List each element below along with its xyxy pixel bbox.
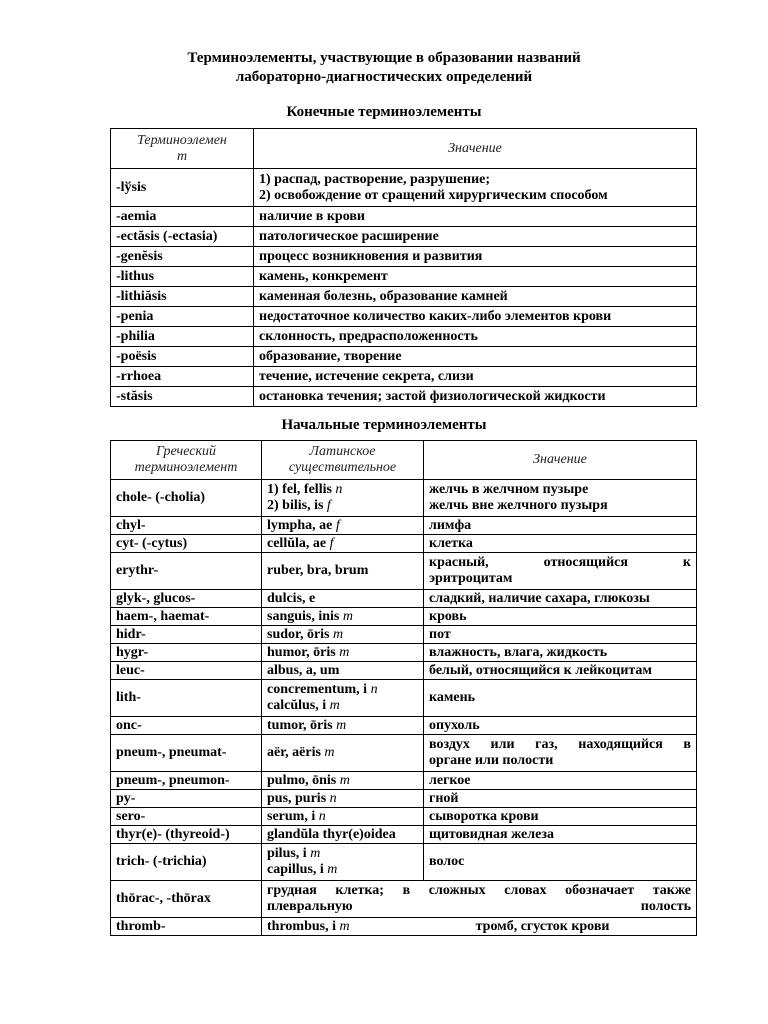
meaning-cell <box>424 826 697 844</box>
table-row <box>111 717 697 735</box>
meaning-cell <box>254 327 697 347</box>
table-row <box>111 367 697 387</box>
table-row <box>111 207 697 227</box>
latin-line <box>267 627 418 643</box>
meaning-cell <box>424 517 697 535</box>
table-row <box>111 307 697 327</box>
meaning-cell <box>424 844 697 881</box>
table-header-row <box>111 441 697 480</box>
meaning-cell <box>254 367 697 387</box>
latin-cell <box>262 844 424 881</box>
latin-cell <box>262 808 424 826</box>
meaning-cell <box>424 808 697 826</box>
meaning-line: процесс возникновения и развития <box>259 248 483 264</box>
greek-cell: cyt- (-cytus) <box>111 535 262 553</box>
table-row <box>111 626 697 644</box>
latin-cell <box>262 735 424 772</box>
latin-word: concrementum, i <box>267 682 371 697</box>
page-title <box>0 49 768 87</box>
table-row <box>111 387 697 407</box>
meaning-line: каменная болезнь, образование камней <box>259 288 508 304</box>
latin-cell <box>262 790 424 808</box>
latin-cell <box>262 662 424 680</box>
latin-word: 2) bilis, is <box>267 498 327 513</box>
table-row <box>111 247 697 267</box>
table-row <box>111 327 697 347</box>
term-cell: -lўsis <box>111 169 254 207</box>
meaning-cell <box>424 790 697 808</box>
greek-cell: chyl- <box>111 517 262 535</box>
term-cell: -ectăsis (-ectasia) <box>111 227 254 247</box>
term-cell: -lithus <box>111 267 254 287</box>
meaning-cell <box>254 227 697 247</box>
table-row <box>111 644 697 662</box>
term-cell: -aemia <box>111 207 254 227</box>
latin-line <box>267 563 418 579</box>
latin-cell <box>262 644 424 662</box>
latin-word: tumor, ōris <box>267 717 337 733</box>
greek-cell: haem-, haemat- <box>111 608 262 626</box>
latin-cell <box>262 680 424 717</box>
gender-mark: m <box>339 644 350 660</box>
initial-term-elements-table <box>110 440 697 936</box>
greek-cell: thromb- <box>111 918 262 936</box>
latin-word: humor, ōris <box>267 644 340 660</box>
gender-mark: m <box>342 608 353 624</box>
table-row <box>111 590 697 608</box>
latin-cell <box>262 480 424 517</box>
latin-cell <box>262 918 697 936</box>
latin-cell <box>262 826 424 844</box>
meaning-line: сыворотка крови <box>429 808 539 824</box>
table-row <box>111 844 697 881</box>
meaning-cell <box>424 644 697 662</box>
meaning-cell <box>424 535 697 553</box>
latin-word: pulmo, ōnis <box>267 772 340 788</box>
term-cell: -rrhoea <box>111 367 254 387</box>
table-row <box>111 480 697 517</box>
gender-mark: m <box>329 698 340 713</box>
meaning-line: грудная клетка; в сложных словах обозначает также <box>267 883 691 898</box>
gender-mark: m <box>336 717 347 733</box>
gender-mark: n <box>335 482 343 497</box>
meaning-inline: тромб, сгусток крови <box>475 918 610 934</box>
meaning-line: опухоль <box>429 717 480 733</box>
latin-word: dulcis, e <box>267 590 316 606</box>
meaning-cell <box>254 247 697 267</box>
table-row <box>111 826 697 844</box>
meaning-cell <box>424 717 697 735</box>
meaning-cell <box>254 287 697 307</box>
gender-mark: n <box>329 790 337 806</box>
latin-cell <box>262 590 424 608</box>
latin-word: pus, puris <box>267 790 330 806</box>
table-row <box>111 680 697 717</box>
section-title-final-elements: Конечные терминоэлементы <box>286 104 482 120</box>
table-row <box>111 169 697 207</box>
latin-word: glandŭla thyr(e)oidea <box>267 826 396 842</box>
term-cell: -lithiăsis <box>111 287 254 307</box>
meaning-line: 1) распад, растворение, разрушение; <box>259 171 491 187</box>
meaning-cell <box>424 590 697 608</box>
table-row <box>111 735 697 772</box>
greek-cell: sero- <box>111 808 262 826</box>
gender-mark: m <box>339 772 350 788</box>
gender-mark: f <box>335 517 340 533</box>
header-latin-noun: Латинское существительное <box>262 441 424 480</box>
meaning-cell <box>254 169 697 207</box>
greek-cell: onc- <box>111 717 262 735</box>
latin-line <box>267 518 418 534</box>
gender-mark: n <box>370 682 378 697</box>
meaning-line: клетка <box>429 535 473 551</box>
latin-line <box>267 773 418 789</box>
latin-word: capillus, i <box>267 862 328 877</box>
gender-mark: m <box>310 846 321 861</box>
meaning-cell <box>424 626 697 644</box>
table-row <box>111 287 697 307</box>
final-term-elements-table <box>110 128 697 407</box>
greek-cell: hygr- <box>111 644 262 662</box>
meaning-line: желчь вне желчного пузыря <box>429 498 608 513</box>
meaning-line: красный, относящийся к <box>429 555 691 570</box>
page-title-line-2: лабораторно-диагностических определений <box>235 69 533 85</box>
latin-word: thrombus, i <box>267 918 340 934</box>
table-row <box>111 881 697 918</box>
meaning-cell <box>424 553 697 590</box>
header-greek-term-element: Греческий терминоэлемент <box>111 441 262 480</box>
meaning-line: пот <box>429 626 451 642</box>
meaning-line: камень, конкремент <box>259 268 388 284</box>
gender-mark: m <box>327 862 338 877</box>
meaning-line: наличие в крови <box>259 208 365 224</box>
gender-mark: f <box>329 535 334 551</box>
table-row <box>111 662 697 680</box>
meaning-cell <box>254 347 697 367</box>
latin-word: sudor, ōris <box>267 626 334 642</box>
latin-cell <box>262 772 424 790</box>
meaning-cell <box>424 608 697 626</box>
meaning-line: щитовидная железа <box>429 826 554 842</box>
gender-mark: f <box>326 498 331 513</box>
table-row <box>111 535 697 553</box>
latin-line <box>267 663 418 679</box>
gender-mark: m <box>339 918 350 934</box>
meaning-line: органе или полости <box>429 753 554 768</box>
meaning-line: камень <box>429 690 476 705</box>
table-header-row <box>111 129 697 169</box>
meaning-line: лимфа <box>429 517 472 533</box>
greek-cell: chole- (-cholia) <box>111 480 262 517</box>
latin-word: aёr, aёris <box>267 745 325 760</box>
meaning-cell <box>254 207 697 227</box>
greek-cell: hidr- <box>111 626 262 644</box>
table-row <box>111 553 697 590</box>
greek-cell: leuc- <box>111 662 262 680</box>
latin-line <box>267 745 418 761</box>
latin-cell <box>262 608 424 626</box>
table-row <box>111 918 697 936</box>
table-row <box>111 347 697 367</box>
greek-cell: thyr(e)- (thyreoid-) <box>111 826 262 844</box>
latin-line <box>267 609 418 625</box>
meaning-line: 2) освобождение от сращений хирургическим способом <box>259 187 608 203</box>
latin-line <box>267 591 418 607</box>
meaning-line: волос <box>429 854 465 869</box>
term-cell: -stăsis <box>111 387 254 407</box>
merged-meaning-cell <box>262 881 697 918</box>
latin-cell <box>262 553 424 590</box>
header-meaning: Значение <box>254 129 697 169</box>
header-meaning: Значение <box>424 441 697 480</box>
latin-line <box>267 862 418 878</box>
latin-word: cellŭla, ae <box>267 535 330 551</box>
table-row <box>111 772 697 790</box>
greek-cell: thōrac-, -thōrax <box>111 881 262 918</box>
meaning-cell <box>254 387 697 407</box>
latin-word: 1) fel, fellis <box>267 482 336 497</box>
latin-line <box>267 919 691 935</box>
latin-cell <box>262 717 424 735</box>
page-title-line-1: Терминоэлементы, участвующие в образовании названий <box>187 50 581 66</box>
meaning-line: эритроцитам <box>429 571 513 586</box>
term-cell: -penia <box>111 307 254 327</box>
table-row <box>111 790 697 808</box>
table-row <box>111 808 697 826</box>
meaning-line: легкое <box>429 772 471 788</box>
latin-word: ruber, bra, brum <box>267 563 369 578</box>
latin-line <box>267 809 418 825</box>
header-term-element: Терминоэлемен т <box>111 129 254 169</box>
latin-line <box>267 698 418 714</box>
latin-line <box>267 827 418 843</box>
meaning-line: образование, творение <box>259 348 402 364</box>
meaning-line: желчь в желчном пузыре <box>429 482 589 497</box>
latin-word: lympha, ae <box>267 517 336 533</box>
latin-cell <box>262 535 424 553</box>
meaning-cell <box>254 267 697 287</box>
meaning-cell <box>424 480 697 517</box>
table-row <box>111 267 697 287</box>
latin-line <box>267 718 418 734</box>
latin-word: serum, i <box>267 808 319 824</box>
gender-mark: m <box>324 745 335 760</box>
meaning-line: недостаточное количество каких-либо элементов крови <box>259 308 612 324</box>
meaning-line: плевральную полость <box>267 899 691 914</box>
greek-cell: erythr- <box>111 553 262 590</box>
meaning-line: воздух или газ, находящийся в <box>429 737 691 752</box>
meaning-cell <box>424 772 697 790</box>
meaning-cell <box>424 735 697 772</box>
latin-word: albus, a, um <box>267 662 340 678</box>
meaning-line: остановка течения; застой физиологической жидкости <box>259 388 606 404</box>
meaning-line: склонность, предрасположенность <box>259 328 478 344</box>
gender-mark: m <box>333 626 344 642</box>
latin-word: calcŭlus, i <box>267 698 330 713</box>
greek-cell: lith- <box>111 680 262 717</box>
latin-cell <box>262 626 424 644</box>
meaning-line: кровь <box>429 608 467 624</box>
greek-cell: pneum-, pneumon- <box>111 772 262 790</box>
gender-mark: n <box>318 808 326 824</box>
latin-line <box>267 791 418 807</box>
table-row <box>111 227 697 247</box>
greek-cell: glyk-, glucos- <box>111 590 262 608</box>
latin-line <box>267 482 418 498</box>
section-title-initial-elements: Начальные терминоэлементы <box>281 417 487 433</box>
term-cell: -philia <box>111 327 254 347</box>
greek-cell: pneum-, pneumat- <box>111 735 262 772</box>
meaning-line: патологическое расширение <box>259 228 439 244</box>
meaning-cell <box>424 680 697 717</box>
meaning-line: гной <box>429 790 459 806</box>
meaning-line: влажность, влага, жидкость <box>429 644 608 660</box>
greek-cell: py- <box>111 790 262 808</box>
latin-line <box>267 498 418 514</box>
latin-line <box>267 645 418 661</box>
latin-line <box>267 846 418 862</box>
greek-cell: trich- (-trichia) <box>111 844 262 881</box>
latin-word: sanguis, inis <box>267 608 343 624</box>
latin-cell <box>262 517 424 535</box>
latin-word: pilus, i <box>267 846 311 861</box>
meaning-line: белый, относящийся к лейкоцитам <box>429 662 652 678</box>
term-cell: -poёsis <box>111 347 254 367</box>
latin-line <box>267 682 418 698</box>
latin-line <box>267 536 418 552</box>
meaning-line: течение, истечение секрета, слизи <box>259 368 474 384</box>
meaning-cell <box>424 662 697 680</box>
table-row <box>111 517 697 535</box>
meaning-cell <box>254 307 697 327</box>
table-row <box>111 608 697 626</box>
meaning-line: сладкий, наличие сахара, глюкозы <box>429 590 650 606</box>
term-cell: -genĕsis <box>111 247 254 267</box>
